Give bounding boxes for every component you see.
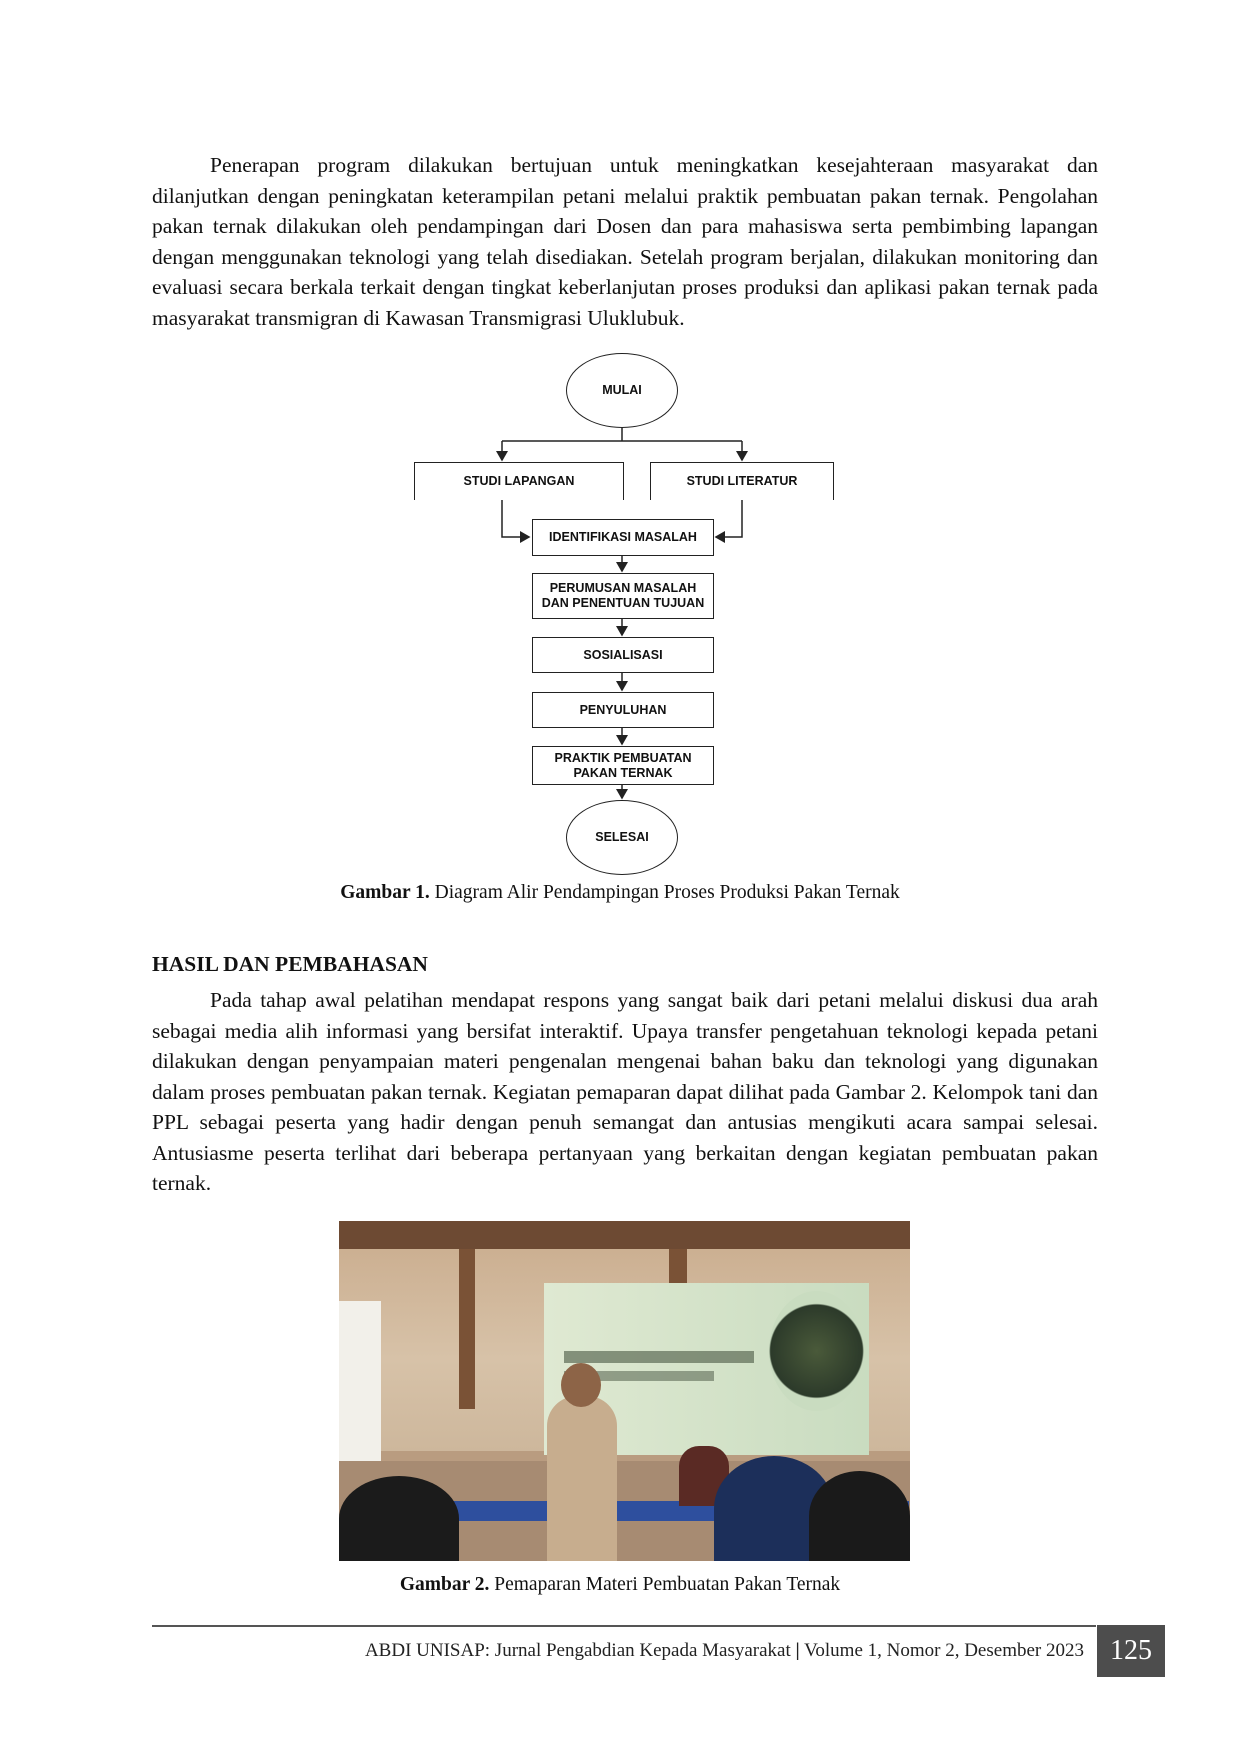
figure-1-caption (0, 882, 1240, 904)
footer-issue: Volume 1, Nomor 2, Desember 2023 (799, 1640, 1084, 1661)
body-paragraph-1: Penerapan program dilakukan bertujuan untuk meningkatkan kesejahteraan masyarakat dan dilanjutkan dengan peningkatan keterampilan petani melalui praktik pembuatan pakan ternak. Pengolahan pakan ternak dilakukan oleh pendampingan dari Dosen dan para mahasiswa serta pembimbing lapangan dengan menggunakan teknologi yang telah disediakan. Setelah program berjalan, dilakukan monitoring dan evaluasi secara berkala terkait dengan tingkat keberlanjutan proses produksi dan aplikasi pakan ternak pada masyarakat transmigran di Kawasan Transmigrasi Uluklubuk. (152, 153, 1098, 330)
figure-2-text: Pemaparan Materi Pembuatan Pakan Ternak (489, 1574, 841, 1595)
flow-praktik-line2: PAKAN TERNAK (573, 765, 673, 780)
figure-2-photo (339, 1221, 910, 1561)
footer-separator: | (795, 1640, 800, 1661)
section-heading: HASIL DAN PEMBAHASAN (152, 952, 428, 976)
flow-sosialisasi: SOSIALISASI (532, 637, 714, 673)
flow-perumusan-line1: PERUMUSAN MASALAH (549, 581, 697, 595)
body-paragraph-2: Pada tahap awal pelatihan mendapat respons yang sangat baik dari petani melalui diskusi dua arah sebagai media alih informasi yang bersifat interaktif. Upaya transfer pengetahuan teknologi kepada petani dilakukan dengan penyampaian materi pengenalan mengenai bahan baku dan teknologi yang digunakan dalam proses pembuatan pakan ternak. Kegiatan pemaparan dapat dilihat pada Gambar 2. Kelompok tani dan PPL sebagai peserta yang hadir dengan penuh semangat dan antusias mengikuti acara sampai selesai. Antusiasme peserta terlihat dari beberapa pertanyaan yang berkaitan dengan kegiatan pembuatan pakan ternak. (152, 988, 1098, 1195)
figure-2-caption (0, 1574, 1240, 1596)
page-number: 125 (1097, 1625, 1165, 1677)
footer-rule (152, 1625, 1096, 1627)
flow-perumusan-masalah (532, 573, 714, 619)
figure-1-text: Diagram Alir Pendampingan Proses Produksi Pakan Ternak (429, 882, 900, 903)
figure-1-label: Gambar 1. (340, 882, 430, 903)
footer-journal-info (365, 1640, 1084, 1662)
flow-studi-lapangan: STUDI LAPANGAN (414, 462, 624, 500)
flow-identifikasi-masalah: IDENTIFIKASI MASALAH (532, 519, 714, 556)
flow-perumusan-line2: DAN PENENTUAN TUJUAN (541, 596, 705, 610)
flow-praktik-line1: PRAKTIK PEMBUATAN (554, 750, 692, 765)
figure-2-label: Gambar 2. (399, 1574, 490, 1595)
flow-start-node: MULAI (566, 353, 678, 428)
footer-journal-name: ABDI UNISAP: Jurnal Pengabdian Kepada Masyarakat (364, 1640, 796, 1661)
flow-end-node: SELESAI (566, 800, 678, 875)
flow-praktik-pembuatan (532, 746, 714, 785)
flow-studi-literatur: STUDI LITERATUR (650, 462, 834, 500)
flow-penyuluhan: PENYULUHAN (532, 692, 714, 728)
